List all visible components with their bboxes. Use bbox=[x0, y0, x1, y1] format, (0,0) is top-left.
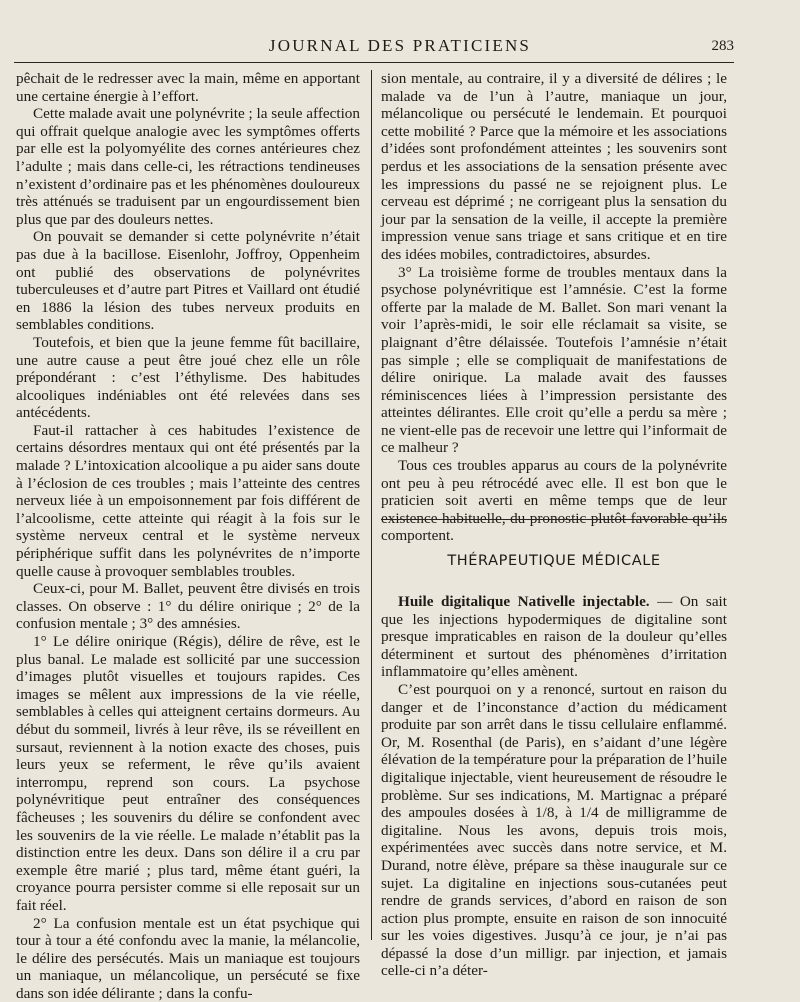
paragraph: C’est pourquoi on y a renoncé, surtout en raison du danger et de l’inconstance d’action du médicament produite par son arrêt dans le tissu cellulaire enflammé. Or, M. Rosenthal (de Paris), en s’aidant d’une légère élévation de la température pour la préparation de l’huile digitalique injectable, vient heureusement de résoudre le problème. Sur ses indications, M. Martignac a préparé des ampoules dosées à 1/8, à 1/4 de milligramme de digitaline. Nous les avons, depuis trois mois, expérimentées avec succès dans notre service, et M. Durand, notre élève, prépare sa thèse inaugurale sur ce sujet. La digitaline en injections sous-cutanées peut rendre de grands services, d’abord en raison de son action plus prompte, ensuite en raison de son innocuité sur les voies digestives. Jusqu’à ce jour, je n’ai pas dépassé la dose d’un milligr. par injection, et jamais celle-ci n’a déter- bbox=[381, 681, 727, 980]
journal-title: JOURNAL DES PRATICIENS bbox=[0, 36, 800, 56]
paragraph: 1° Le délire onirique (Régis), délire de rêve, est le plus banal. Le malade est sollicité par une succession d’images plutôt visuelles et toujours rapides. Ces images se mêlent aux impressions de la vie réelle, semblables à celles qui atteignent certains dormeurs. Au début du sommeil, livrés à leur rêve, ils se réveillent en sursaut, reviennent à la notion exacte des choses, puis leurs yeux se referment, le rêve qu’ils avaient interrompu, reprend son cours. La psychose polynévritique peut entraîner des conséquences fâcheuses ; les souvenirs du délire se confondent avec les souvenirs de la vie réelle. Le malade n’établit pas la distinction entre les deux. Dans son délire il a cru par exemple être marié ; plus tard, même étant guéri, la croyance pourra persister comme si elle reposait sur un fait réel. bbox=[16, 633, 360, 915]
section-rule bbox=[381, 519, 727, 520]
page-number: 283 bbox=[712, 38, 735, 55]
article-lead-paragraph bbox=[381, 593, 727, 681]
paragraph: Tous ces troubles apparus au cours de la polynévrite ont peu à peu rétrocédé avec elle. Il est bon que le praticien soit averti en même temps que de leur existence habituelle, du pronostic plutôt favorable qu’ils comportent. bbox=[381, 457, 727, 545]
paragraph: Cette malade avait une polynévrite ; la seule affection qui offrait quelque analogie avec les symptômes offerts par elle est la polyomyélite des cornes antérieures chez l’adulte ; mais dans celle-ci, les rétractions tendineuses n’existent d’ordinaire pas et les phénomènes douloureux très atténués se traduisent par un engourdissement bien plus que par des douleurs nettes. bbox=[16, 105, 360, 228]
left-column bbox=[16, 70, 360, 1002]
paragraph: sion mentale, au contraire, il y a diversité de délires ; le malade va de l’un à l’autre, maniaque un jour, mélancolique ou persécuté le lendemain. Et pourquoi cette mobilité ? Parce que la mémoire et les associations d’idées sont profondément atteintes ; les souvenirs sont perdus et les associations de la sensation présente avec les impressions du passé ne se rejoignent plus. Le cerveau est déprimé ; ne corrigeant plus la sensation du jour par la sensation de la veille, il accepte la première impression venue sans triage et sans critique et en tire des idées mobiles, contradictoires, absurdes. bbox=[381, 70, 727, 264]
paragraph: pêchait de le redresser avec la main, même en apportant une certaine énergie à l’effort. bbox=[16, 70, 360, 105]
therapeutique-article bbox=[381, 593, 727, 980]
article-lead: — On sait que les injections hypodermiques de digitaline sont presque impraticables en raison de la douleur qu’elles déterminent et surtout des phénomènes d’irritation inflammatoire qu’elles amènent. bbox=[381, 593, 727, 680]
paragraph: 2° La confusion mentale est un état psychique qui tour à tour a été confondu avec la manie, la mélancolie, le délire des persécutés. Mais un maniaque est toujours un maniaque, un mélancolique, un persécuté se fixe dans son idée délirante ; dans la confu- bbox=[16, 915, 360, 1002]
column-divider bbox=[371, 70, 372, 940]
right-column bbox=[381, 70, 727, 545]
paragraph: Faut-il rattacher à ces habitudes l’existence de certains désordres mentaux qui ont été présentés par la malade ? L’intoxication alcoolique a pu aider sans doute à l’éclosion de ces troubles ; mais l’atteinte des centres nerveux liée à un empoisonnement par fois différent de l’alcoolisme, cette atteinte qui réagit à la fois sur le système nerveux central et le système nerveux périphérique suffit dans les polynévrites de n’importe quelle cause à provoquer semblables troubles. bbox=[16, 422, 360, 580]
page-header bbox=[0, 32, 800, 62]
paragraph: Toutefois, et bien que la jeune femme fût bacillaire, une autre cause a peut être joué chez elle un rôle prépondérant : c’est l’éthylisme. Des habitudes alcooliques indéniables ont été relevées dans ses antécédents. bbox=[16, 334, 360, 422]
paragraph: 3° La troisième forme de troubles mentaux dans la psychose polynévritique est l’amnésie. C’est la forme offerte par la malade de M. Ballet. Son mari venant la voir l’après-midi, le soir elle réclamait sa visite, se plaignant d’être délaissée. Toutefois l’amnésie n’était pas simple ; elle se compliquait de manifestations de délire onirique. La malade avait des fausses réminiscences liées à l’impression persistante des atteintes délirantes. Elle croit qu’elle a perdu sa mère ; ne vient-elle pas de recevoir une lettre qui l’informait de ce malheur ? bbox=[381, 264, 727, 458]
section-title: THÉRAPEUTIQUE MÉDICALE bbox=[381, 553, 727, 569]
article-title: Huile digitalique Nativelle injectable. bbox=[398, 593, 650, 610]
header-rule bbox=[14, 62, 734, 63]
paragraph: Ceux-ci, pour M. Ballet, peuvent être divisés en trois classes. On observe : 1° du délire onirique ; 2° de la confusion mentale ; 3° des amnésies. bbox=[16, 580, 360, 633]
paragraph: On pouvait se demander si cette polynévrite n’était pas due à la bacillose. Eisenlohr, Joffroy, Oppenheim ont publié des observations de polynévrites tuberculeuses et d’autre part Pitres et Vaillard ont étudié en 1886 la lésion des tubes nerveux produits en semblables conditions. bbox=[16, 228, 360, 334]
